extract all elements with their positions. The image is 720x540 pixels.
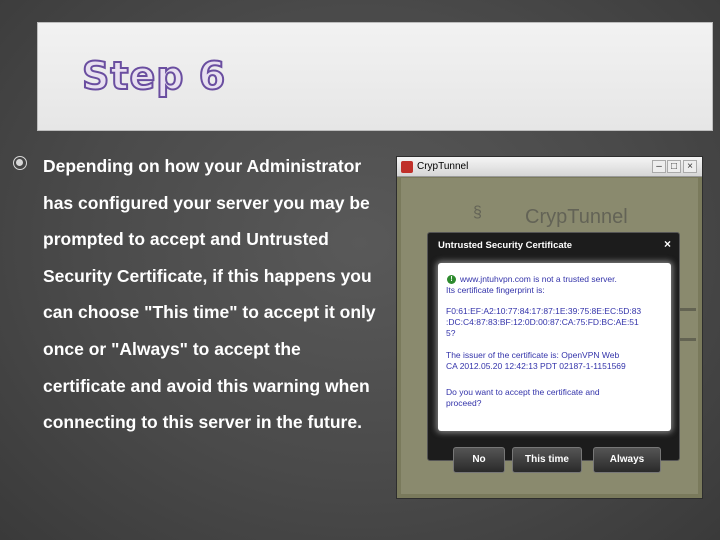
dialog-line-server: www.jntuhvpn.com is not a trusted server. [460,274,617,284]
dialog-question-1: Do you want to accept the certificate and [446,387,600,397]
this-time-button[interactable]: This time [512,447,582,473]
certificate-dialog [427,232,680,461]
slide-body-text: Depending on how your Administrator has configured your server you may be prompted to accept and Untrusted Security Certificate, if this happens you can choose "This time" to accept it only once or "Always" to accept the certificate and avoid this warning when connecting to this server in the future. [43,156,376,433]
dialog-question-2: proceed? [446,398,482,408]
slide-title: Step 6 [82,54,227,98]
app-logo-icon [401,161,413,173]
background-divider [680,308,696,311]
app-body [401,178,698,494]
dialog-fingerprint-2: :DC:C4:87:83:BF:12:0D:00:87:CA:75:FD:BC:AE:51 [446,317,639,327]
window-titlebar [397,157,702,177]
dialog-fingerprint-3: 5? [446,328,456,338]
maximize-icon[interactable]: □ [667,160,681,173]
info-icon: ! [447,275,456,284]
always-button[interactable]: Always [593,447,661,473]
window-title: CrypTunnel [417,161,469,172]
bullet-icon [13,156,27,170]
no-button[interactable]: No [453,447,505,473]
dialog-line-fingerprint-label: Its certificate fingerprint is: [446,285,545,295]
app-logo-text: CrypTunnel [525,206,628,228]
dialog-issuer-1: The issuer of the certificate is: OpenVPN Web [446,350,620,360]
dialog-fingerprint-1: F0:61:EF:A2:10:77:84:17:87:1E:39:75:8E:EC:5D:83 [446,306,642,316]
dialog-close-icon[interactable]: × [663,237,671,251]
close-window-icon[interactable]: × [683,160,697,173]
minimize-icon[interactable]: – [652,160,666,173]
cryptunnel-window [396,156,703,499]
background-divider [680,338,696,341]
logo-swirl-icon: § [473,204,482,221]
dialog-issuer-2: CA 2012.05.20 12:42:13 PDT 02187-1-1151569 [446,361,626,371]
dialog-message-panel [438,263,671,431]
dialog-title: Untrusted Security Certificate [438,240,573,251]
